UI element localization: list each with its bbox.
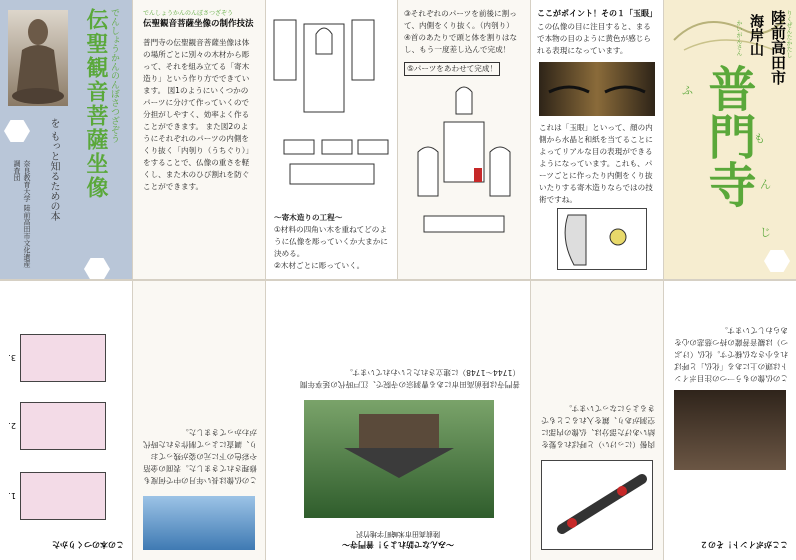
step-item: ④首のあたりで頭と体を割りはなし、もう一度差し込んで完成！ — [404, 33, 518, 54]
map-title: 〜みんなで訪れよう！普門寺〜 — [342, 540, 454, 549]
temple-ruby: ふ — [682, 84, 693, 97]
temple-title-panel — [664, 0, 796, 279]
making-heading: 伝聖観音菩薩坐像の制作技法 — [143, 19, 254, 29]
cover-title: 伝聖観音菩薩坐像 — [83, 8, 108, 200]
back-text-panel-3 — [664, 281, 796, 560]
making-panel — [133, 0, 265, 279]
temple-photo — [304, 400, 494, 518]
cut-step-num: 3. — [8, 353, 16, 362]
step-item: ①材料の四角い木を重ねてどのように仏像を彫っていくか大まかに決める。 — [274, 225, 388, 258]
temple-ruby: ん — [760, 178, 771, 191]
city-name: 陸前高田市 — [769, 10, 787, 85]
kebutsu-diagram — [541, 460, 653, 550]
point-body-1: この仏像の目に注目すると、まるで本物の目のように黄色が感じられる表現になっています。 — [537, 22, 651, 55]
step-item: ②木材ごとに彫っていく。 — [274, 261, 365, 270]
hex-ornament — [4, 120, 30, 142]
back-text-panel-2 — [531, 281, 663, 560]
cut-title: この本のつくりかた — [52, 540, 124, 549]
point-body-2: これは「玉眼」といって、顔の内側から水晶と和紙を当てることによってリアルな目の表現ができるようになっています。これも、パーツごとに作ったり内側をくり抜いたりする寄木造りならではの技術ですね。 — [539, 123, 653, 204]
back-text-panel-1 — [133, 281, 265, 560]
cut-panel — [0, 281, 132, 560]
cut-step-figure — [20, 334, 106, 382]
temple-name: 普門寺 — [700, 64, 756, 208]
making-heading-ruby: でんしょうかんのんぼさつざぞう — [143, 10, 234, 17]
kebutsu-photo — [674, 390, 786, 470]
map-caption: 陸前高田市米崎町字地竹沢 — [356, 530, 440, 538]
back-point-title: ここがポイント！その２ — [700, 540, 788, 549]
temple-ruby: も — [754, 132, 765, 145]
landscape-photo — [143, 496, 255, 550]
cover-panel — [0, 0, 132, 279]
point-title: ここがポイント！その１「玉眼」 — [537, 9, 657, 18]
steps-title: 〜寄木造りの工程〜 — [274, 213, 343, 222]
making-body: 普門寺の伝聖観音菩薩坐像は体の場所ごとに別々の木材から彫って、それを組み立てる「寄木造り」という作り方でできています。 図1のようにいくつかのパーツに分けて作っていくので分担がしやすく、効率よく作ることができます。 また図2のようにそれぞれのパーツの内側をくり抜く「内刳り（うちぐり）」をすることで、仏像の重さを軽くし、また木のひび割れを防ぐことができます。 — [143, 38, 254, 191]
back-body-4: この仏像は長い年月の中で何度も修理されてきました。表面の金箔や彩色の下に元の姿が残っており、調査によって制作された時代がわかってきました。 — [143, 428, 257, 485]
cut-step-figure — [20, 472, 106, 520]
cut-step-num: 2. — [8, 421, 16, 430]
temple-ruby: じ — [760, 226, 771, 239]
city-ruby: りくぜんたかたし — [785, 10, 792, 58]
point-panel — [531, 0, 663, 279]
hex-ornament — [764, 250, 790, 272]
map-panel — [266, 281, 530, 560]
back-body-1: この仏像のもう一つの注目ポイントは頭の上にある「化仏」と呼ばれる小さな仏様です。化仏（けぶつ）は観音菩薩の持つ慈悲の心をあらわしています。 — [674, 326, 788, 383]
cover-credits: 奈良教育大学 陸前高田市文化遺産調査団 — [13, 160, 31, 268]
steps-panel — [398, 0, 530, 279]
yosegi-diagram-1 — [266, 0, 397, 200]
cut-step-num: 1. — [8, 491, 16, 500]
gyokugan-diagram — [557, 208, 647, 270]
cover-title-ruby: でんしょうかんのんぼさつざぞう — [109, 8, 119, 143]
cut-step-figure — [20, 402, 106, 450]
step-item: ⑤パーツをあわせて完成！ — [404, 62, 500, 76]
diagram-panel-1 — [266, 0, 397, 279]
eye-photo — [539, 62, 655, 116]
back-body-3: 普門寺は陸前高田市にある曹洞宗の寺院で、江戸時代の延享年間（1744〜1748）に建立されたといわれています。 — [299, 368, 520, 389]
step-item: ③それぞれのパーツを前後に割って、内側をくり抜く。（内刳り） — [404, 9, 517, 30]
buddha-photo — [8, 10, 68, 106]
mountain-name: 海岸山 — [748, 14, 764, 56]
mountain-ruby: かいがんさん — [735, 20, 742, 56]
cover-subtitle: を もっと知るための本 — [48, 118, 59, 222]
assembly-diagram — [404, 82, 524, 252]
hex-ornament — [84, 258, 110, 279]
back-body-2: 肉髻（にっけい）と呼ばれる髪を結いあげた部分は、仏像の内部に空洞があり、鏡を入れることもできるようになっています。 — [541, 404, 655, 449]
